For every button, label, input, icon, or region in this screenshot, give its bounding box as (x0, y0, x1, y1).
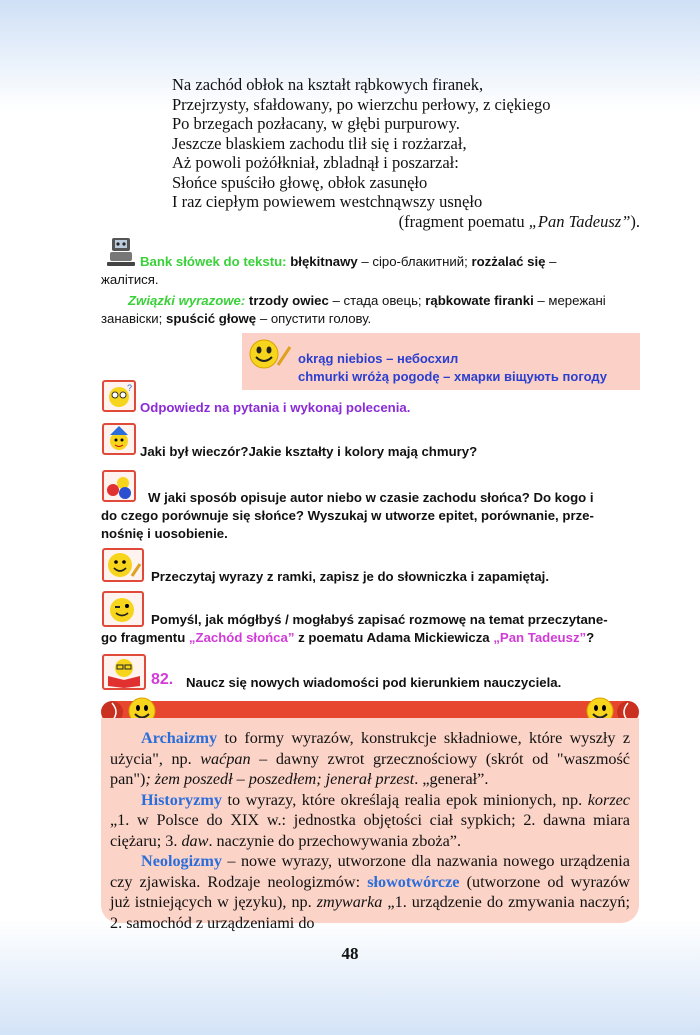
rule-span: . naczynie do przechowywania zboża”. (208, 831, 462, 850)
question-4-line-1: Pomyśl, jak mógłbyś / mogłabyś zapisać rozmowę na temat przeczytane- (151, 612, 608, 627)
phrase-word: rąbkowate firanki (425, 293, 534, 308)
poem-line: Przejrzysty, sfałdowany, po wierzchu perłowy, z ciękiego (172, 94, 551, 114)
phrase-translation: – мережані (533, 293, 606, 308)
vocab-translation: – сіро-блакитний; (357, 254, 472, 269)
smiley-pencil-icon (248, 337, 292, 371)
term-neologizmy: Neologizmy (141, 852, 222, 870)
phrase-translation: – опустити голову. (256, 311, 372, 326)
vocab-translation: – (545, 254, 557, 269)
rule-example: waćpan (200, 749, 251, 768)
phrase-word: trzody owiec (245, 293, 329, 308)
question-1: Jaki był wieczór?Jakie kształty i kolory mają chmury? (140, 444, 478, 459)
box-phrase: okrąg niebios – небосхил (298, 351, 459, 366)
poem-line: Po brzegach pozłacany, w głębi purpurowy. (172, 114, 460, 133)
question-4-line-2 (101, 629, 594, 648)
phrases-line-1 (128, 292, 642, 310)
poem-source-prefix: (fragment poematu (398, 211, 529, 231)
q4-text: go fragmentu (101, 630, 189, 645)
question-2-line-3: nośnię i uosobienie. (101, 526, 228, 541)
neologizmy-paragraph (110, 851, 630, 933)
q4-title: „Zachód słońca” (188, 630, 295, 645)
question-2-line-2: do czego porównuje się słońce? Wyszukaj w utworze epitet, porównanie, prze- (101, 508, 594, 523)
winking-face-icon (102, 591, 144, 627)
vocab-heading: Bank słówek do tekstu: (140, 254, 287, 269)
term-archaizmy: Archaizmy (141, 729, 218, 747)
poem-line: Aż powoli pożółkniał, zbladnął i poszarzał: (172, 153, 459, 172)
tasks-intro: Odpowiedz na pytania i wykonaj polecenia. (140, 400, 411, 415)
rule-span: (utworzone od wyrazów już istniejących w języku), np. (110, 872, 631, 911)
exercise-text: Naucz się nowych wiadomości pod kierunkiem nauczyciela. (186, 675, 562, 690)
poem-line: I raz ciepłym powiewem westchnąwszy usnęło (172, 192, 483, 211)
rule-example: daw (181, 831, 209, 850)
poem-line: Na zachód obłok na kształt rąbkowych firanek, (172, 75, 484, 94)
question-3: Przeczytaj wyrazy z ramki, zapisz je do słowniczka i zapamiętaj. (151, 569, 549, 584)
rule-example: ; żem poszedł – poszedłem; jenerał przest (145, 770, 415, 788)
term-historyzmy: Historyzmy (141, 790, 222, 809)
archaizmy-paragraph (110, 728, 630, 790)
reading-face-icon (102, 654, 146, 690)
rule-span: – dawny zwrot grzecznościowy (skrót od "waszmość pan") (110, 749, 630, 788)
phrases-heading: Związki wyrazowe: (128, 293, 246, 308)
phrase-word: spuścić głowę (166, 311, 257, 326)
vocab-word: rozżalać się (471, 254, 546, 269)
box-phrase: chmurki wróżą pogodę – хмарки віщують погоду (298, 369, 607, 384)
rule-span: – nowe wyrazy, utworzone dla nazwania nowego urządzenia czy zjawiska. Rodzaje neologizmów: (110, 852, 630, 891)
phrase-translation: – стада овець; (328, 293, 426, 308)
vocab-word: błękitnawy (290, 254, 358, 269)
q4-text: ? (586, 630, 595, 645)
clown-face-icon (102, 423, 136, 455)
rule-span: . „generał”. (414, 770, 489, 788)
q4-text: z poematu Adama Mickiewicza (294, 630, 494, 645)
q4-title: „Pan Tadeusz” (493, 630, 587, 645)
colored-balls-icon (102, 470, 136, 502)
page-number: 48 (341, 944, 359, 963)
thinking-face-icon (102, 380, 136, 412)
poem-line: Słońce spuściło głowę, obłok zasunęło (172, 172, 428, 192)
phrase-box (242, 333, 640, 390)
term-slowotworcze: słowotwórcze (367, 872, 460, 891)
computer-robot-icon (104, 236, 138, 268)
smiley-writing-icon (102, 548, 144, 582)
poem-source-title: „Pan Tadeusz” (528, 211, 631, 231)
rule-text (110, 728, 630, 933)
vocab-line-2: жалітися. (101, 272, 159, 287)
rule-span: „1. urządzenie do zmywania naczyń; 2. samochód z urządzeniami do (110, 893, 630, 932)
historyzmy-paragraph (110, 790, 630, 852)
poem-line: Jeszcze blaskiem zachodu tlił się i rozżarzał, (172, 133, 467, 153)
phrases-line-2 (101, 310, 371, 328)
poem-fragment (172, 75, 642, 231)
rule-span: to wyrazy, które określają realia epok minionych, np. (221, 790, 588, 809)
poem-source-suffix: ). (630, 211, 640, 231)
rule-span: to formy wyrazów, konstrukcje składniowe, które wyszły z użycia", np. (110, 729, 630, 768)
exercise-number: 82. (151, 671, 174, 688)
vocab-line-1 (140, 253, 640, 271)
rule-example: korzec (587, 790, 630, 809)
phrase-translation: занавіски; (101, 311, 166, 326)
rule-example: zmywarka (316, 893, 383, 911)
poem-source (172, 212, 642, 232)
svg-text:?: ? (127, 383, 133, 393)
rule-span: „1. w Polsce do XIX w.: jednostka objętości ciał sypkich; 2. dawna miara ciężaru; 3. (110, 811, 630, 850)
question-2-line-1: W jaki sposób opisuje autor niebo w czasie zachodu słońca? Do kogo i (148, 490, 594, 505)
